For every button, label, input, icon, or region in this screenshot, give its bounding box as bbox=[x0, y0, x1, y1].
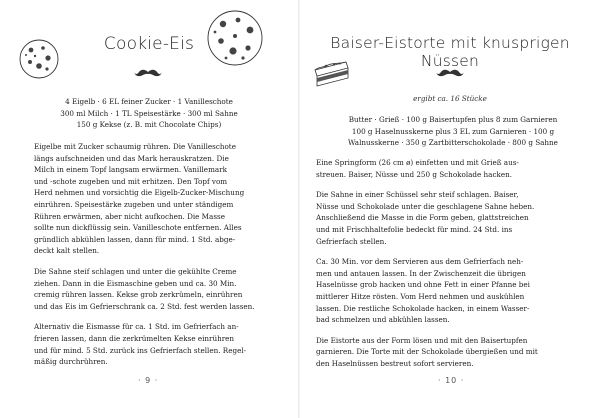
left-page bbox=[0, 0, 298, 418]
text-line: mittlerer Hitze rösten. Vom Herd nehmen und auskühlen bbox=[316, 291, 525, 301]
text-line: ziehen. Dann in die Eismaschine geben und ca. 30 Min. bbox=[34, 278, 237, 288]
text-line: den Haselnüssen bestreut sofort servieren. bbox=[316, 358, 474, 368]
text-line: Die Sahne in einer Schüssel sehr steif schlagen. Baiser, bbox=[316, 190, 519, 200]
text-line: sollte nun dickflüssig sein. Vanilleschote entfernen. Alles bbox=[34, 223, 242, 233]
ingredient-line: 100 g Haselnusskerne plus 3 EL zum Garnieren · 100 g bbox=[351, 126, 555, 136]
text-line: Die Sahne steif schlagen und unter die gekühlte Creme bbox=[34, 266, 237, 276]
ingredient-list bbox=[30, 96, 268, 131]
text-line: Eigelbe mit Zucker schaumig rühren. Die Vanilleschote bbox=[34, 142, 236, 151]
text-line: Gefrierfach stellen. bbox=[316, 236, 387, 246]
text-line: Herd nehmen und vorsichtig die Eigelb-Zucker-Mischung bbox=[34, 188, 245, 198]
text-line: Die Eistorte aus der Form lösen und mit den Baisertupfen bbox=[316, 335, 528, 345]
text-line: und -schote zugeben und mit erhitzen. Den Topf vom bbox=[34, 176, 228, 186]
instructions bbox=[316, 157, 584, 379]
text-line: deckt kalt stellen. bbox=[34, 246, 100, 256]
text-line: men und antauen lassen. In der Zwischenzeit die übrigen bbox=[316, 268, 526, 278]
ingredient-list bbox=[324, 114, 582, 149]
mustache-ornament bbox=[134, 68, 162, 78]
text-line: Ca. 30 Min. vor dem Servieren aus dem Gefrierfach neh- bbox=[316, 257, 524, 267]
text-line: und für mind. 5 Std. zurück ins Gefrierfach stellen. Regel- bbox=[34, 345, 247, 355]
recipe-title: Cookie-Eis bbox=[103, 34, 195, 54]
mustache-ornament bbox=[436, 68, 464, 78]
instruction-paragraph bbox=[316, 335, 584, 370]
text-line: und das Eis im Gefrierschrank ca. 2 Std. fest werden lassen. bbox=[34, 301, 255, 311]
text-line: einrühren. Speisestärke zugeben und unter ständigem bbox=[34, 199, 234, 209]
text-line: und mit Frischhaltefolie bedeckt für mind. 24 Std. ins bbox=[316, 224, 513, 234]
ingredient-line: 4 Eigelb · 6 EL feiner Zucker · 1 Vanilleschote bbox=[65, 97, 233, 106]
text-line: Haselnüsse grob hacken und ohne Fett in einer Pfanne bei bbox=[316, 280, 530, 290]
text-line: garnieren. Die Torte mit der Schokolade übergießen und mit bbox=[316, 347, 538, 357]
right-page bbox=[300, 0, 600, 418]
recipe-title: Baiser-Eistorte mit knusprigen Nüssen bbox=[330, 34, 570, 70]
text-line: cremig rühren lassen. Kekse grob zerkrümeln, einrühren bbox=[34, 290, 243, 300]
text-line: frieren lassen, dann die zerkrümelten Kekse einrühren bbox=[34, 333, 235, 343]
ingredient-line: Walnusskerne · 350 g Zartbitterschokolade · 800 g Sahne bbox=[348, 138, 558, 148]
yield-note: ergibt ca. 16 Stücke bbox=[413, 94, 487, 103]
text-line: Eine Springform (26 cm ø) einfetten und mit Grieß aus- bbox=[316, 158, 519, 167]
ingredient-line: 150 g Kekse (z. B. mit Chocolate Chips) bbox=[76, 120, 222, 130]
instruction-paragraph bbox=[316, 157, 584, 180]
instruction-paragraph bbox=[316, 256, 584, 326]
ingredient-line: Butter · Grieß · 100 g Baisertupfen plus 8 zum Garnieren bbox=[348, 115, 558, 124]
text-line: Rühren erwärmen, aber nicht aufkochen. Die Masse bbox=[34, 211, 225, 221]
instruction-paragraph bbox=[34, 266, 274, 312]
text-line: streuen. Baiser, Nüsse und 250 g Schokolade hacken. bbox=[316, 169, 513, 179]
ingredient-line: 300 ml Milch · 1 TL Speisestärke · 300 ml Sahne bbox=[60, 108, 238, 118]
page-number: · 9 · bbox=[138, 376, 159, 385]
text-line: mäßig durchrühren. bbox=[34, 357, 108, 367]
text-line: Milch in einem Topf langsam erwärmen. Vanillemark bbox=[34, 165, 227, 175]
text-line: bad schmelzen und abkühlen lassen. bbox=[316, 315, 450, 325]
text-line: Nüsse und Schokolade unter die geschlagene Sahne heben. bbox=[316, 201, 535, 211]
text-line: längs aufschneiden und das Mark herauskratzen. Die bbox=[34, 153, 229, 163]
text-line: Anschließend die Masse in die Form geben, glattstreichen bbox=[316, 213, 529, 223]
instruction-paragraph bbox=[34, 141, 274, 257]
text-line: lassen. Die restliche Schokolade hacken, in einem Wasser- bbox=[316, 303, 530, 313]
text-line: Alternativ die Eismasse für ca. 1 Std. im Gefrierfach an- bbox=[34, 322, 239, 332]
instruction-paragraph bbox=[316, 189, 584, 247]
text-line: gründlich abkühlen lassen, dann für mind. 1 Std. abge- bbox=[34, 234, 236, 244]
instruction-paragraph bbox=[34, 321, 274, 367]
instructions bbox=[34, 141, 274, 377]
page-number: · 10 · bbox=[438, 376, 465, 385]
